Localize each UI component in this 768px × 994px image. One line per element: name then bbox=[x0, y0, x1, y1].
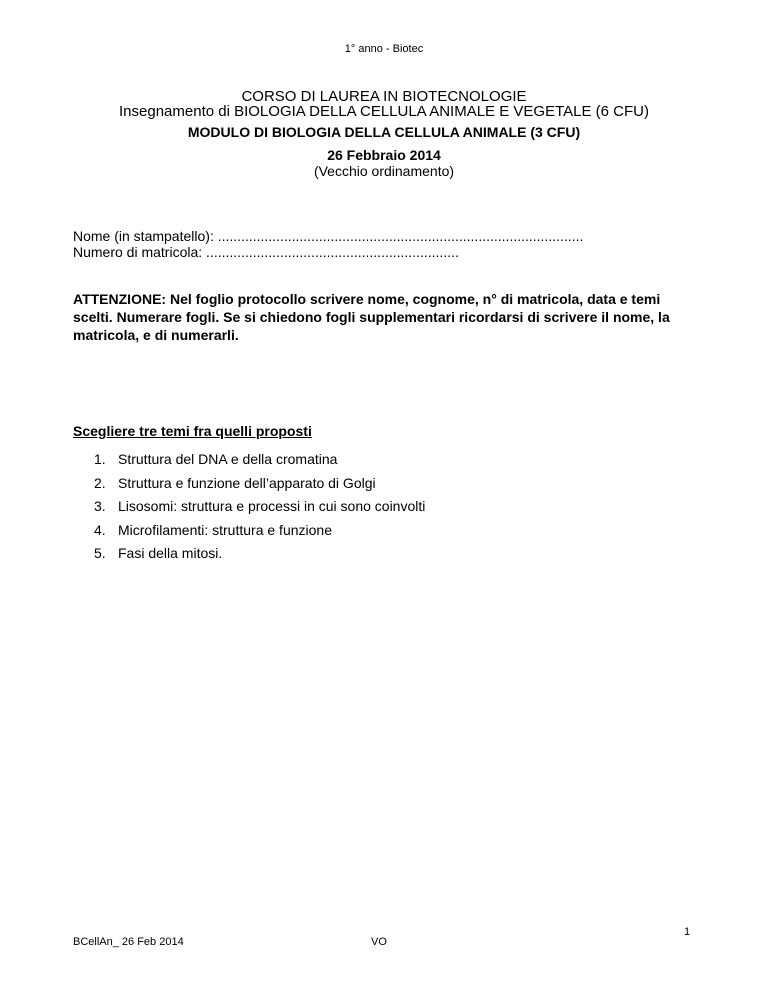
page-number: 1 bbox=[684, 926, 691, 938]
list-item: 5. Fasi della mitosi. bbox=[94, 545, 223, 561]
footer-left: BCellAn_ 26 Feb 2014 bbox=[73, 936, 184, 948]
section-heading: Scegliere tre temi fra quelli proposti bbox=[73, 423, 312, 439]
course-title: CORSO DI LAUREA IN BIOTECNOLOGIE bbox=[241, 88, 527, 105]
matricola-field: Numero di matricola: ................................................................. bbox=[73, 244, 459, 260]
list-item: 1. Struttura del DNA e della cromatina bbox=[94, 451, 338, 467]
header-note: 1° anno - Biotec bbox=[344, 43, 424, 55]
exam-date: 26 Febbraio 2014 bbox=[327, 147, 441, 163]
list-item: 3. Lisosomi: struttura e processi in cui sono coinvolti bbox=[94, 498, 426, 514]
regime-note: (Vecchio ordinamento) bbox=[313, 163, 455, 179]
teaching-title: Insegnamento di BIOLOGIA DELLA CELLULA ANIMALE E VEGETALE (6 CFU) bbox=[119, 103, 649, 120]
warning-text: ATTENZIONE: Nel foglio protocollo scrivere nome, cognome, n° di matricola, data e temi scelti. Numerare fogli. Se si chiedono fogli supplementari ricordarsi di scrivere il nome, la matricola, e di numerarli. bbox=[73, 291, 670, 343]
topics-list bbox=[94, 450, 425, 568]
list-item: 2. Struttura e funzione dell’apparato di Golgi bbox=[94, 474, 376, 491]
list-item: 4. Microfilamenti: struttura e funzione bbox=[94, 521, 332, 538]
name-field: Nome (in stampatello): .............................................................................................. bbox=[73, 228, 584, 244]
module-title: MODULO DI BIOLOGIA DELLA CELLULA ANIMALE (3 CFU) bbox=[187, 124, 581, 140]
footer-center: VO bbox=[371, 936, 387, 948]
